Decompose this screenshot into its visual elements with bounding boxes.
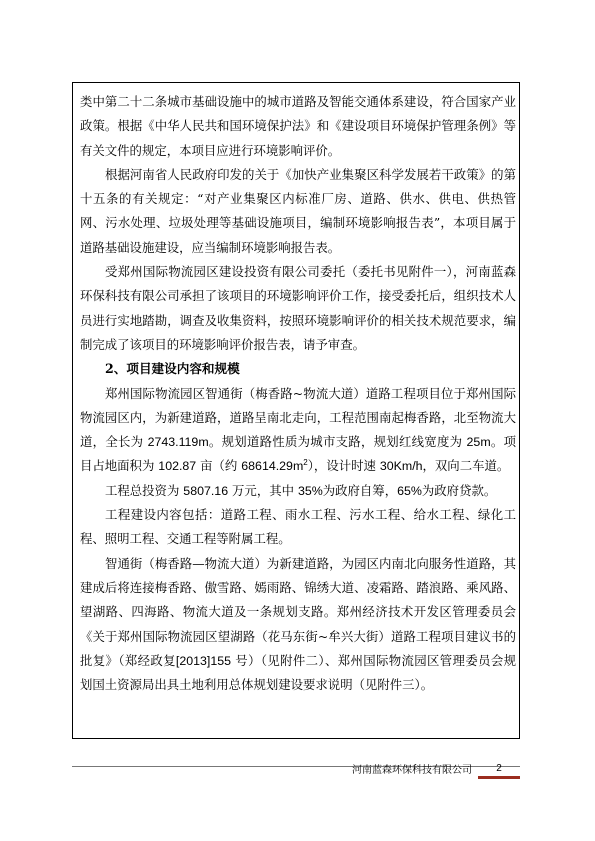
paragraph-commission: 受郑州国际物流园区建设投资有限公司委托（委托书见附件一），河南蓝森环保科技有限公司承担了该项目的环境影响评价工作，接受委托后，组织技术人员进行实地踏勘，调查及收集资料，按照环境影响评价的相关技术规范要求，编制完成了该项目的环境影响评价报告表，请予审查。 [80,264,516,352]
paragraph-provincial-policy: 根据河南省人民政府印发的关于《加快产业集聚区科学发展若干政策》的第十五条的有关规定：“对产业集聚区内标准厂房、道路、供水、供电、供热管网、污水处理、垃圾处理等基础设施项目，编制环境影响报告表”，本项目属于道路基础设施建设，应当编制环境影响报告表。 [80,166,516,255]
footer-company-name: 河南蓝森环保科技有限公司 [352,765,472,776]
section-heading-construction-scale: 2、项目建设内容和规模 [105,361,240,377]
paragraph-road-connections: 智通街（梅香路—物流大道）为新建道路，为园区内南北向服务性道路，其建成后将连接梅香路、傲雪路、嫣雨路、锦绣大道、凌霜路、踏浪路、乘风路、望湖路、四海路、物流大道及一条规划支路。郑州经济技术开发区管理委员会《关于郑州国际物流园区望湖路（花马东街~牟兴大街）道路工程项目建议书的批复》（郑经政复[2013]155 号）（见附件二）、郑州国际物流园区管理委员会规划国土资源局出具土地利用总体规划建设要求说明（见附件三）。 [80,555,516,693]
paragraph-investment: 工程总投资为 5807.16 万元，其中 35%为政府自筹，65%为政府贷款。 [105,482,497,498]
paragraph-project-location: 郑州国际物流园区智通街（梅香路~物流大道）道路工程项目位于郑州国际物流园区内，为新建道路，道路呈南北走向，工程范围南起梅香路，北至物流大道，全长为 2743.119m。规划道路性质为城市支路，规划红线宽度为 25m。项目占地面积为 102.87 亩（约 $68614.29m^2$），设计时速 30Km/h，双向二车道。 [80,385,516,474]
paragraph-construction-content: 工程建设内容包括：道路工程、雨水工程、污水工程、给水工程、绿化工程、照明工程、交通工程等附属工程。 [80,507,516,547]
page-number: 2 [478,762,520,779]
paragraph-industrial-policy: 类中第二十二条城市基础设施中的城市道路及智能交通体系建设，符合国家产业政策。根据《中华人民共和国环境保护法》和《建设项目环境保护管理条例》等有关文件的规定，本项目应进行环境影响评价。 [80,94,516,158]
document-body [80,90,516,697]
